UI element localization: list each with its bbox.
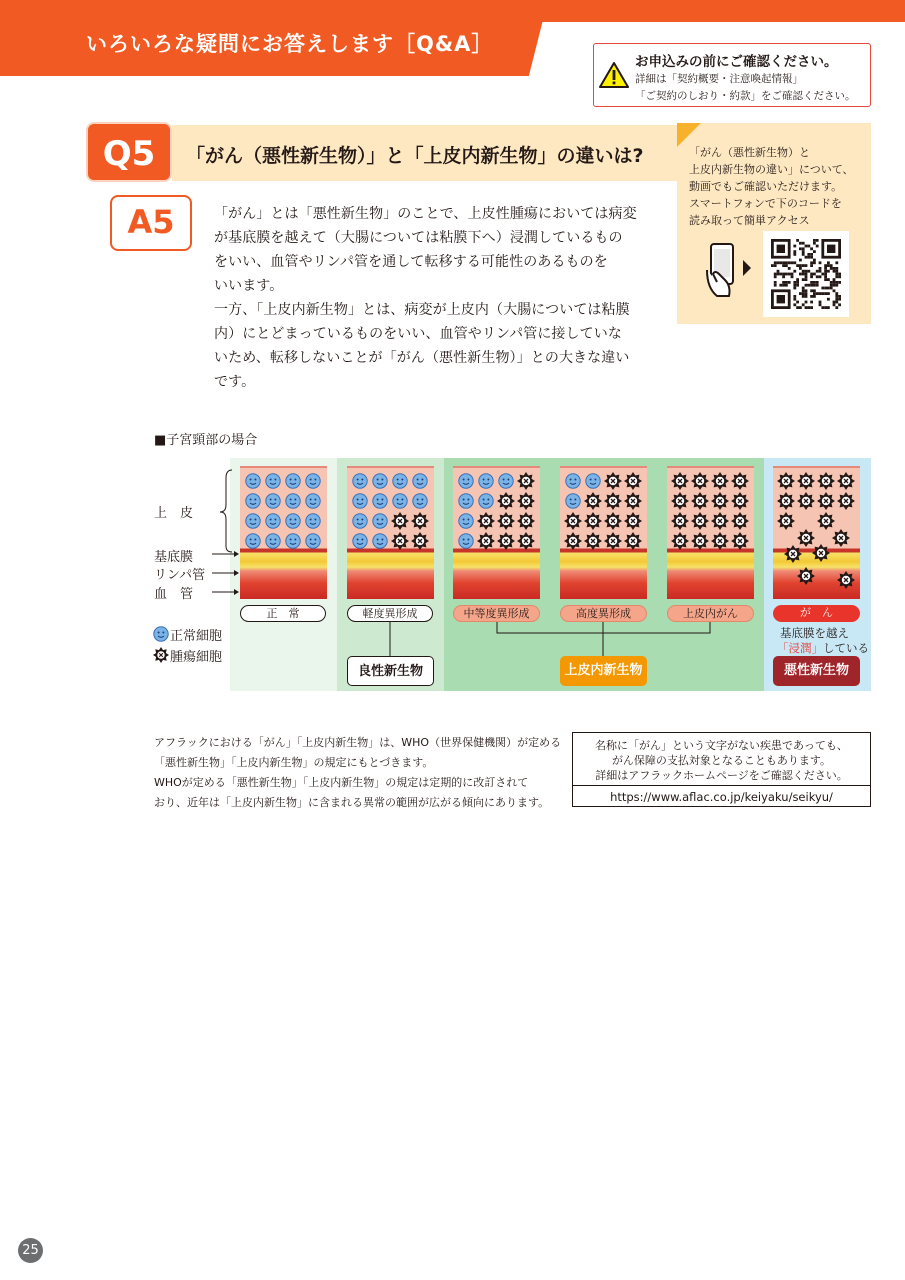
layer-label-basement: 基底膜 — [154, 550, 194, 565]
normal-cell — [413, 474, 427, 488]
tumor-cell — [564, 512, 582, 530]
tumor-cell-icon — [153, 647, 169, 663]
stage-panel-4 — [667, 466, 754, 599]
normal-cell — [479, 474, 493, 488]
side-line-5: 読み取って簡単アクセス — [689, 214, 810, 227]
tumor-cell — [497, 492, 515, 510]
tumor-cell — [624, 532, 642, 550]
tumor-cell — [477, 512, 495, 530]
tumor-cell — [817, 472, 835, 490]
normal-cell — [413, 494, 427, 508]
stage-label-normal: 正 常 — [240, 605, 326, 622]
tumor-cell — [797, 529, 815, 547]
stage-label-mild: 軽度異形成 — [347, 605, 433, 622]
group-benign: 良性新生物 — [347, 656, 434, 686]
side-line-4: スマートフォンで下のコードを — [689, 197, 842, 210]
tumor-cell — [691, 492, 709, 510]
normal-cell — [246, 474, 260, 488]
tumor-cell — [691, 532, 709, 550]
footnote-line-3: WHOが定める「悪性新生物」「上皮内新生物」の規定は定期的に改訂されて — [154, 776, 529, 789]
legend-tumor: 腫瘍細胞 — [170, 650, 223, 665]
tumor-cell — [711, 532, 729, 550]
tumor-cell — [731, 472, 749, 490]
normal-cell — [266, 534, 280, 548]
legend-normal: 正常細胞 — [170, 629, 223, 644]
page-number: 25 — [18, 1238, 43, 1263]
tumor-cell — [837, 472, 855, 490]
answer-line-2: が基底膜を越えて（大腸については粘膜下へ）浸潤しているもの — [214, 230, 623, 246]
question-text: 「がん（悪性新生物）」と「上皮内新生物」の違いは? — [186, 145, 644, 167]
normal-cell — [499, 474, 513, 488]
normal-cell — [286, 534, 300, 548]
normal-cell — [306, 494, 320, 508]
normal-cell — [306, 474, 320, 488]
normal-cell — [306, 514, 320, 528]
tumor-cell — [671, 512, 689, 530]
tumor-cell — [837, 571, 855, 589]
normal-cell — [479, 494, 493, 508]
tumor-cell — [711, 472, 729, 490]
layer-label-lymph: リンパ管 — [154, 568, 206, 583]
answer-line-4: いいます。 — [214, 278, 284, 294]
stage-label-cis: 上皮内がん — [667, 605, 754, 622]
normal-cell — [353, 534, 367, 548]
normal-cell — [459, 474, 473, 488]
invasion-note-2 — [777, 640, 869, 656]
stage-label-cancer: が ん — [773, 605, 860, 622]
tumor-cell — [797, 567, 815, 585]
info-divider — [573, 785, 870, 786]
tumor-cell — [584, 492, 602, 510]
normal-cell-icon — [153, 626, 169, 642]
stage-panel-1 — [347, 466, 434, 599]
page-title: いろいろな疑問にお答えします［Q&A］ — [86, 32, 494, 56]
normal-cell — [393, 474, 407, 488]
stage-label-moderate: 中等度異形成 — [453, 605, 540, 622]
normal-cell — [286, 474, 300, 488]
tumor-cell — [411, 512, 429, 530]
side-line-1: 「がん（悪性新生物）と — [689, 146, 810, 159]
stage-panel-2 — [453, 466, 540, 599]
tumor-cell — [624, 472, 642, 490]
invasion-note-1: 基底膜を越え — [780, 626, 849, 640]
normal-cell — [353, 514, 367, 528]
normal-cell — [373, 494, 387, 508]
tumor-cell — [731, 512, 749, 530]
info-line-1: 名称に「がん」という文字がない疾患であっても、 — [595, 739, 848, 752]
tumor-cell — [777, 472, 795, 490]
normal-cell — [459, 534, 473, 548]
info-line-2: がん保障の支払対象となることもあります。 — [611, 754, 832, 767]
tumor-cell — [411, 532, 429, 550]
footnote-line-4: おり、近年は「上皮内新生物」に含まれる異常の範囲が広がる傾向にあります。 — [154, 796, 550, 809]
tumor-cell — [604, 532, 622, 550]
normal-cell — [393, 494, 407, 508]
tumor-cell — [711, 512, 729, 530]
tumor-cell — [517, 532, 535, 550]
tumor-cell — [604, 512, 622, 530]
tumor-cell — [691, 472, 709, 490]
tumor-cell — [391, 532, 409, 550]
tumor-cell — [797, 472, 815, 490]
tumor-cell — [691, 512, 709, 530]
answer-line-8: です。 — [214, 374, 256, 390]
tumor-cell — [837, 492, 855, 510]
tumor-cell — [564, 532, 582, 550]
normal-cell — [566, 494, 580, 508]
tumor-cell — [784, 545, 802, 563]
invasion-keyword: 「浸潤」 — [777, 641, 823, 655]
normal-cell — [266, 514, 280, 528]
tumor-cell — [624, 492, 642, 510]
layer-label-blood: 血 管 — [154, 587, 194, 602]
normal-cell — [286, 514, 300, 528]
normal-cell — [266, 494, 280, 508]
tumor-cell — [584, 532, 602, 550]
group-in-situ: 上皮内新生物 — [560, 656, 647, 686]
tumor-cell — [497, 532, 515, 550]
normal-cell — [586, 474, 600, 488]
normal-cell — [459, 514, 473, 528]
normal-cell — [373, 534, 387, 548]
answer-line-7: いため、転移しないことが「がん（悪性新生物）」との大きな違い — [214, 350, 630, 366]
tumor-cell — [711, 492, 729, 510]
tumor-cell — [671, 492, 689, 510]
notice-line-1: 詳細は「契約概要・注意喚起情報」 — [635, 73, 803, 85]
tumor-cell — [797, 492, 815, 510]
answer-line-5: 一方、「上皮内新生物」とは、病変が上皮内（大腸については粘膜 — [214, 302, 630, 318]
normal-cell — [566, 474, 580, 488]
normal-cell — [246, 514, 260, 528]
invasion-note-tail: している — [823, 641, 869, 655]
tumor-cell — [624, 512, 642, 530]
group-malignant: 悪性新生物 — [773, 656, 860, 686]
tumor-cell — [817, 492, 835, 510]
stage-label-severe: 高度異形成 — [560, 605, 647, 622]
diagram-section-label: ■子宮頸部の場合 — [154, 433, 258, 448]
notice-line-2: 「ご契約のしおり・約款」をご確認ください。 — [635, 90, 856, 102]
tumor-cell — [497, 512, 515, 530]
answer-line-3: をいい、血管やリンパ管を通して転移する可能性のあるものを — [214, 254, 608, 270]
normal-cell — [246, 494, 260, 508]
normal-cell — [373, 474, 387, 488]
tumor-cell — [391, 512, 409, 530]
normal-cell — [306, 534, 320, 548]
info-url-link[interactable]: https://www.aflac.co.jp/keiyaku/seikyu/ — [610, 790, 833, 804]
normal-cell — [353, 474, 367, 488]
footnote-line-1: アフラックにおける「がん」「上皮内新生物」は、WHO（世界保健機関）が定める — [154, 736, 562, 749]
answer-badge: A5 — [110, 195, 192, 251]
tumor-cell — [604, 492, 622, 510]
question-badge: Q5 — [86, 122, 172, 182]
tumor-cell — [517, 492, 535, 510]
tumor-cell — [584, 512, 602, 530]
info-line-3: 詳細はアフラックホームページをご確認ください。 — [595, 769, 848, 782]
answer-line-1: 「がん」とは「悪性新生物」のことで、上皮性腫瘍においては病変 — [214, 206, 637, 222]
stage-panel-3 — [560, 466, 647, 599]
info-box — [572, 732, 871, 807]
tumor-cell — [671, 532, 689, 550]
footnote-line-2: 「悪性新生物」「上皮内新生物」の規定にもとづきます。 — [154, 756, 434, 769]
tumor-cell — [477, 532, 495, 550]
tumor-cell — [671, 472, 689, 490]
notice-title: お申込みの前にご確認ください。 — [635, 54, 838, 70]
answer-line-6: 内）にとどまっているものをいい、血管やリンパ管に接していな — [214, 326, 622, 342]
normal-cell — [246, 534, 260, 548]
tumor-cell — [731, 492, 749, 510]
tumor-cell — [731, 532, 749, 550]
normal-cell — [459, 494, 473, 508]
stage-panel-5 — [773, 466, 860, 599]
stage-panel-0 — [240, 466, 327, 599]
tumor-cell — [817, 512, 835, 530]
tumor-cell — [777, 492, 795, 510]
side-line-2: 上皮内新生物の違い」について、 — [689, 163, 854, 176]
side-line-3: 動画でもご確認いただけます。 — [689, 180, 843, 193]
tumor-cell — [517, 472, 535, 490]
tumor-cell — [812, 544, 830, 562]
normal-cell — [353, 494, 367, 508]
normal-cell — [266, 474, 280, 488]
tumor-cell — [777, 512, 795, 530]
tumor-cell — [604, 472, 622, 490]
normal-cell — [286, 494, 300, 508]
tumor-cell — [517, 512, 535, 530]
layer-label-epithelium: 上 皮 — [154, 506, 194, 521]
normal-cell — [373, 514, 387, 528]
tumor-cell — [832, 529, 850, 547]
